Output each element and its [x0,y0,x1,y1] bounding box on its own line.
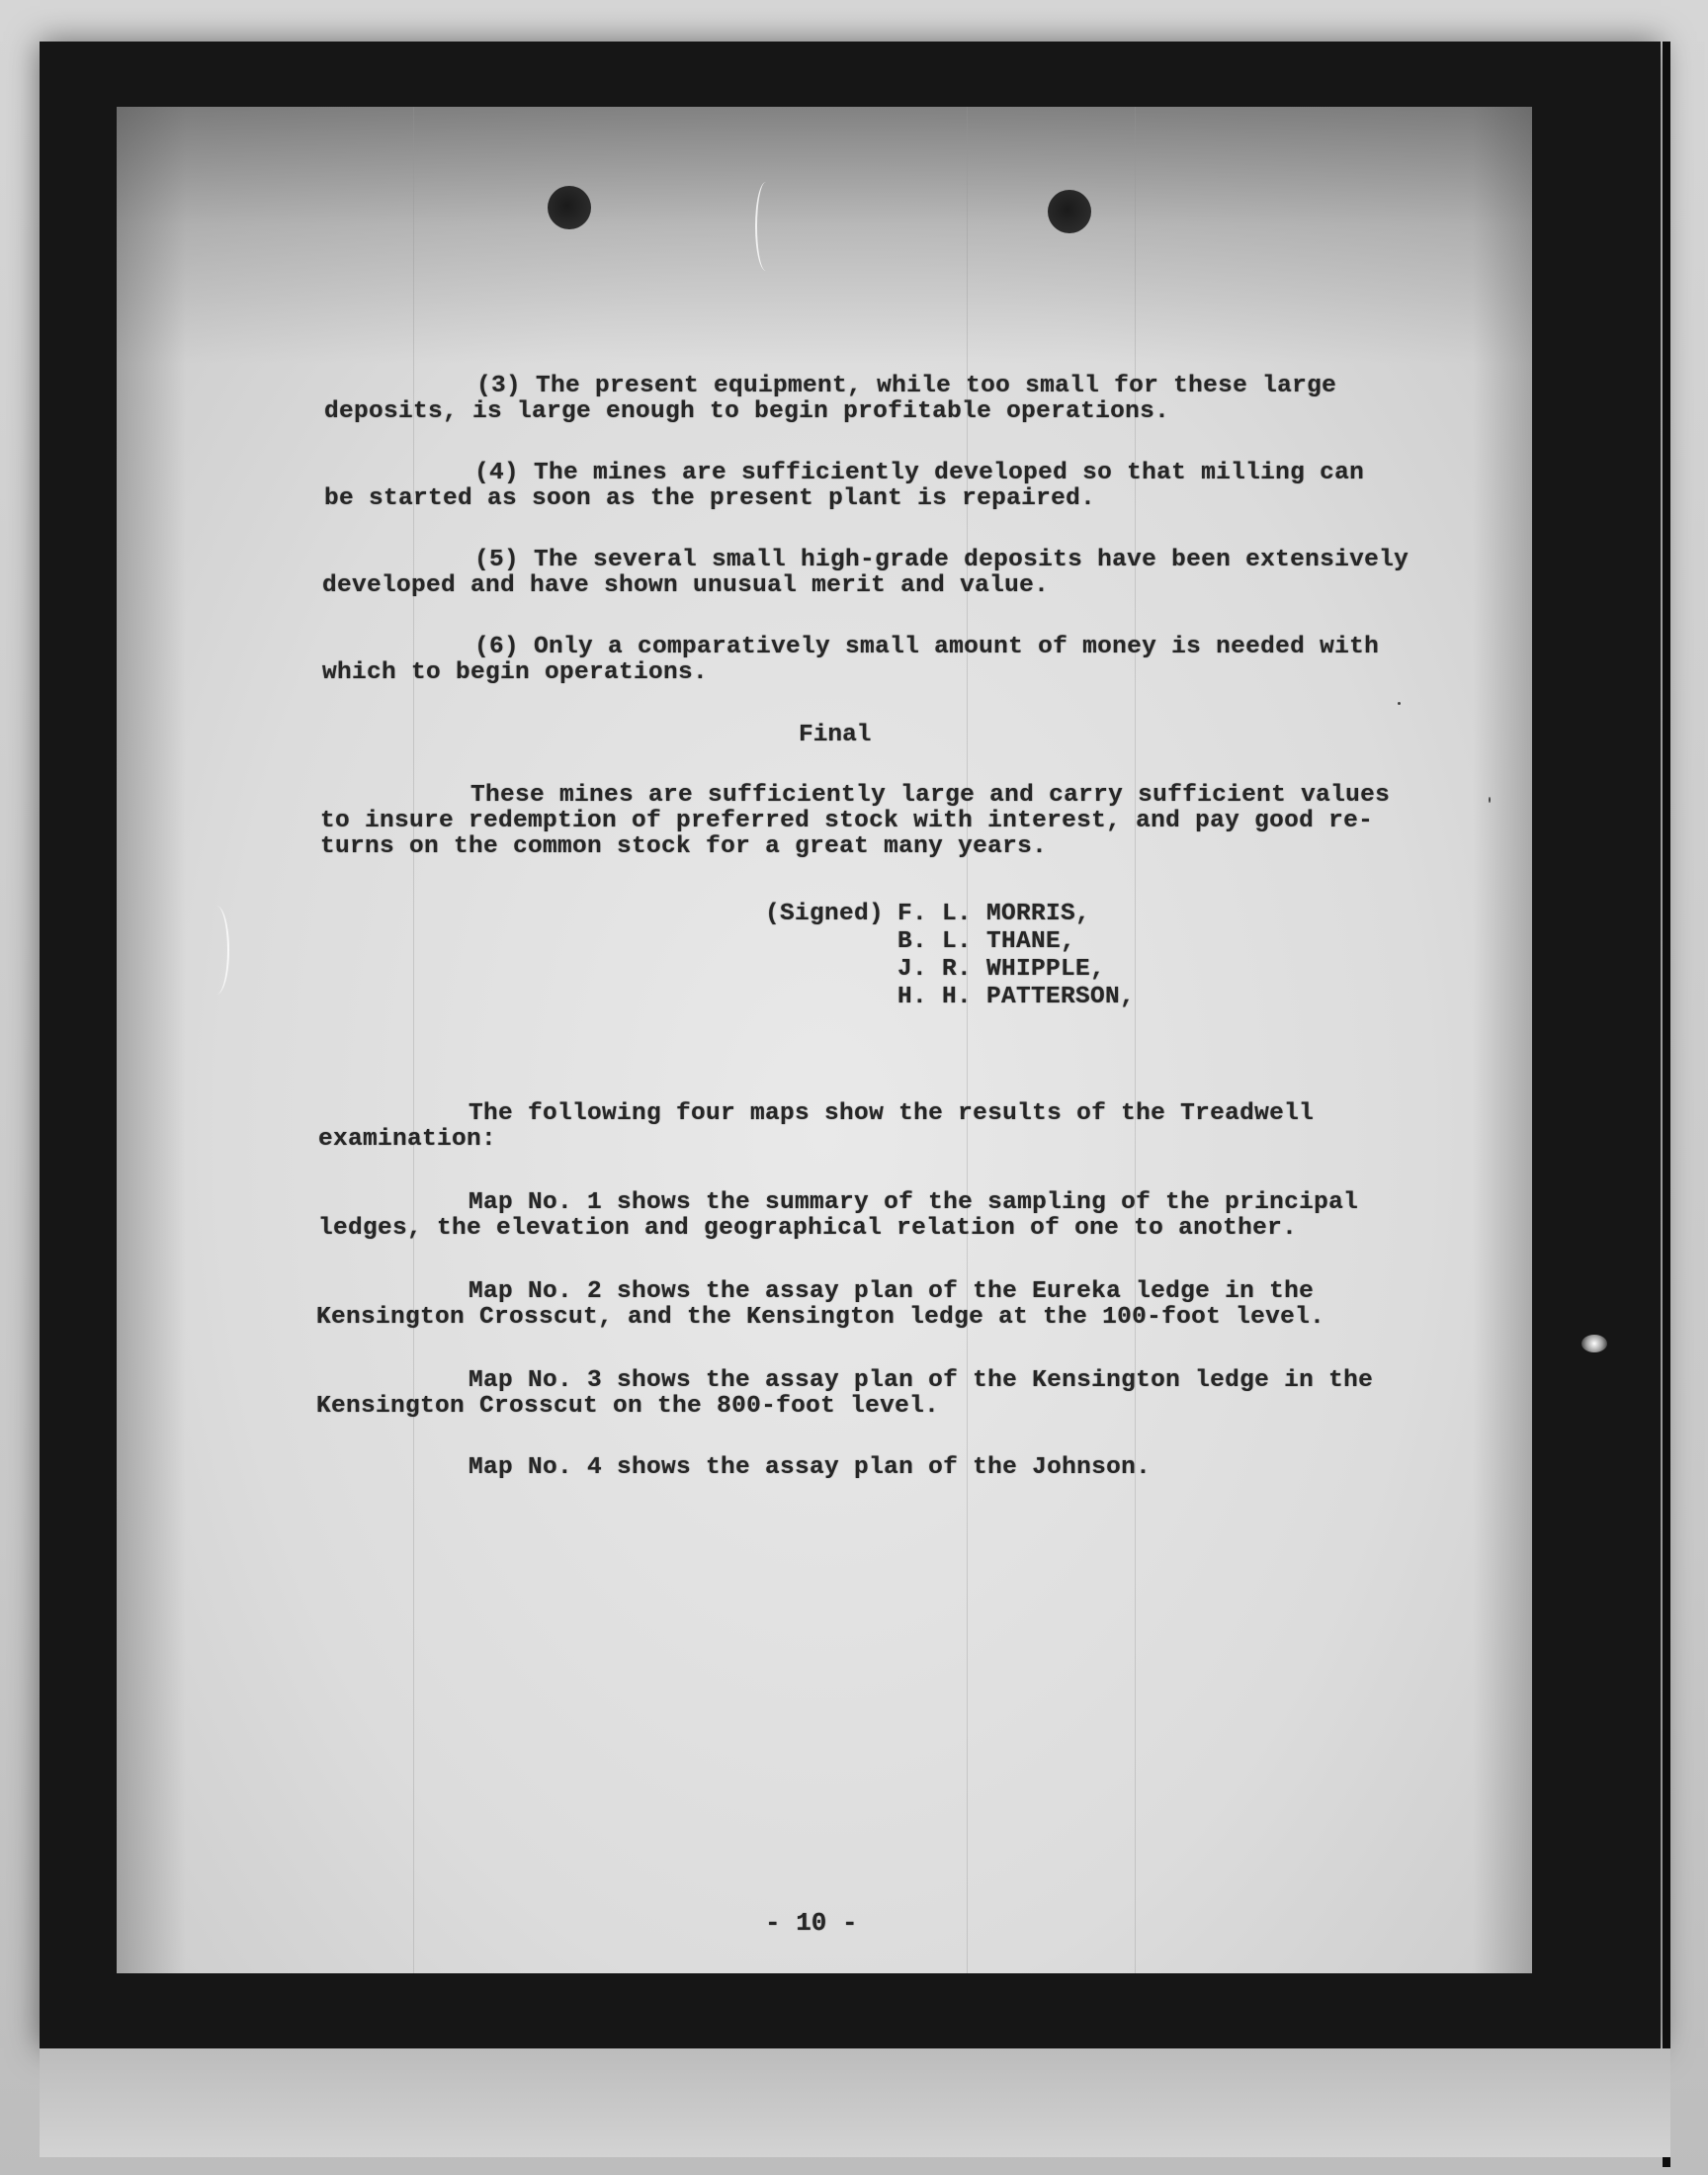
film-scratch [755,182,777,271]
page-shadow-right [1473,107,1532,1973]
paragraph-5-line-2: developed and have shown unusual merit and value. [322,572,1050,599]
page-crease [413,107,414,1973]
dust-speck [1489,797,1491,803]
map-4-line-1: Map No. 4 shows the assay plan of the Johnson. [469,1454,1152,1481]
document-page [117,107,1532,1973]
paragraph-4-line-2: be started as soon as the present plant is repaired. [324,485,1096,512]
frame-edge [1663,42,1670,2167]
film-glare [1581,1335,1607,1352]
map-3-line-1: Map No. 3 shows the assay plan of the Kensington ledge in the [469,1367,1374,1394]
final-paragraph-line-2: to insure redemption of preferred stock with interest, and pay good re- [320,808,1374,834]
signatory-name: B. L. THANE, [897,928,1076,955]
paragraph-3-line-1: (3) The present equipment, while too small for these large [476,373,1337,399]
signatory-name: H. H. PATTERSON, [897,984,1136,1010]
map-1-line-2: ledges, the elevation and geographical relation of one to another. [318,1215,1298,1242]
map-3-line-2: Kensington Crosscut on the 800-foot level. [316,1393,940,1420]
scanner-bottom-strip [40,2048,1670,2157]
paragraph-4-line-1: (4) The mines are sufficiently developed so that milling can [474,460,1365,486]
paragraph-5-line-1: (5) The several small high-grade deposits have been extensively [474,547,1409,573]
signed-label: (Signed) [765,901,885,927]
punch-hole-icon [1048,190,1091,233]
paragraph-6-line-1: (6) Only a comparatively small amount of money is needed with [474,634,1380,660]
page-number: - 10 - [765,1908,858,1938]
paragraph-6-line-2: which to begin operations. [322,659,709,686]
dust-speck [1398,702,1401,705]
map-1-line-1: Map No. 1 shows the summary of the sampling of the principal [469,1189,1359,1216]
signatory-name: J. R. WHIPPLE, [897,956,1106,983]
final-paragraph-line-1: These mines are sufficiently large and carry sufficient values [470,782,1391,809]
section-heading-final: Final [799,722,872,748]
final-paragraph-line-3: turns on the common stock for a great many years. [320,833,1048,860]
film-scratch [204,906,229,995]
maps-intro-line-1: The following four maps show the results of the Treadwell [469,1100,1315,1127]
paragraph-3-line-2: deposits, is large enough to begin profitable operations. [324,398,1170,425]
signatory-name: F. L. MORRIS, [897,901,1091,927]
page-shadow-left [117,107,186,1973]
map-2-line-1: Map No. 2 shows the assay plan of the Eureka ledge in the [469,1278,1315,1305]
maps-intro-line-2: examination: [318,1126,497,1153]
punch-hole-icon [548,186,591,229]
map-2-line-2: Kensington Crosscut, and the Kensington ledge at the 100-foot level. [316,1304,1325,1331]
